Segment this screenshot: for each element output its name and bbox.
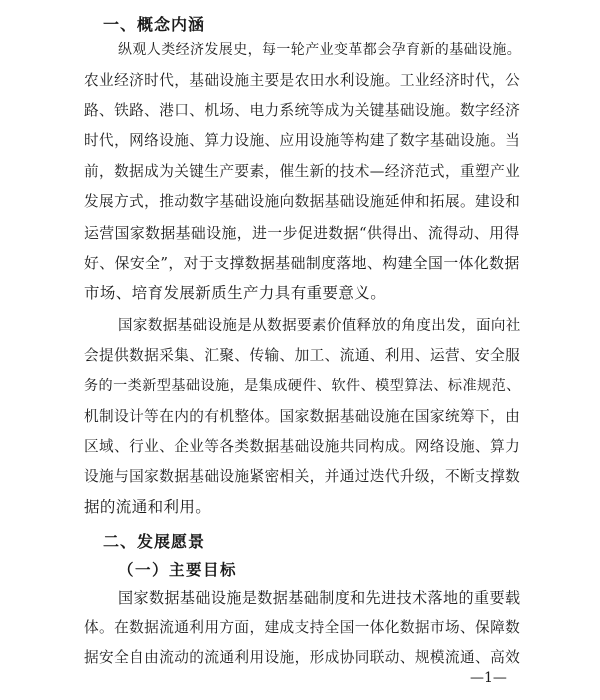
text-line: 发展方式，推动数字基础设施向数据基础设施延伸和拓展。建设和	[84, 193, 521, 210]
section-heading-concept: 一、概念内涵	[103, 15, 206, 34]
section-heading-vision: 二、发展愿景	[103, 532, 206, 551]
subsection-heading-goals: （一）主要目标	[118, 560, 238, 579]
text-line: 务的一类新型基础设施，是集成硬件、软件、模型算法、标准规范、	[84, 378, 521, 394]
text-line: 据安全自由流动的流通利用设施，形成协同联动、规模流通、高效	[84, 649, 521, 666]
text-line: 国家数据基础设施是从数据要素价值释放的角度出发，面向社	[118, 318, 521, 334]
text-line: 纵观人类经济发展史，每一轮产业变革都会孕育新的基础设施。	[118, 42, 522, 58]
text-line: 农业经济时代，基础设施主要是农田水利设施。工业经济时代，公	[84, 72, 521, 89]
text-line: 设施与国家数据基础设施紧密相关，并通过迭代升级，不断支撑数	[84, 468, 521, 485]
text-line: 好、保安全”，对于支撑数据基础制度落地、构建全国一体化数据	[84, 254, 520, 272]
text-line: 时代，网络设施、算力设施、应用设施等构建了数字基础设施。当	[84, 132, 521, 149]
text-line: 会提供数据采集、汇聚、传输、加工、流通、利用、运营、安全服	[84, 347, 521, 364]
page-number: —1—	[470, 670, 507, 686]
text-line: 体。在数据流通利用方面，建成支持全国一体化数据市场、保障数	[84, 619, 521, 636]
text-line: 据的流通和利用。	[84, 498, 212, 516]
text-line: 运营国家数据基础设施，进一步促进数据“供得出、流得动、用得	[84, 224, 520, 242]
text-line: 机制设计等在内的有机整体。国家数据基础设施在国家统筹下，由	[84, 408, 521, 425]
text-line: 国家数据基础设施是数据基础制度和先进技术落地的重要载	[118, 589, 521, 607]
text-line: 区域、行业、企业等各类数据基础设施共同构成。网络设施、算力	[84, 438, 521, 455]
text-line: 路、铁路、港口、机场、电力系统等成为关键基础设施。数字经济	[84, 102, 521, 119]
text-line: 市场、培育发展新质生产力具有重要意义。	[84, 284, 387, 302]
text-line: 前，数据成为关键生产要素，催生新的技术—经济范式，重塑产业	[84, 163, 521, 180]
